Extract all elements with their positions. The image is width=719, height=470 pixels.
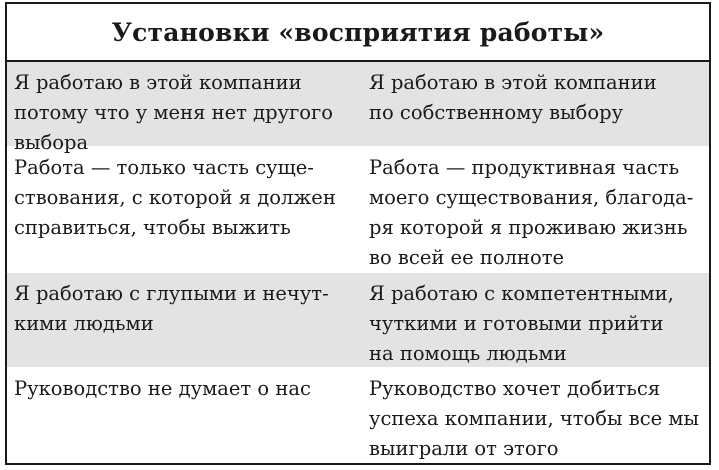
left-cell [7, 62, 359, 154]
cell-line: успеха компании, чтобы все мы [369, 407, 700, 430]
attitudes-table [5, 2, 711, 465]
right-cell [359, 368, 709, 463]
cell-line: Я работаю с компетентными, [369, 282, 674, 305]
right-cell [359, 147, 709, 272]
cell-line: справиться, чтобы выжить [14, 216, 291, 239]
cell-line: ствования, с которой я должен [14, 186, 336, 209]
left-cell [7, 273, 359, 367]
right-cell [359, 273, 709, 367]
cell-line: выбора [14, 131, 89, 154]
cell-line: Руководство хочет добиться [369, 377, 661, 400]
cell-line: ря которой я проживаю жизнь [369, 216, 688, 239]
cell-line: Работа — продуктивная часть [369, 156, 680, 179]
cell-line: во всей ее полноте [369, 246, 565, 269]
table-row [7, 273, 709, 368]
cell-line: на помощь людьми [369, 342, 567, 365]
right-cell [359, 62, 709, 146]
cell-line: Я работаю в этой компании [14, 71, 302, 94]
cell-line: моего существования, благода- [369, 186, 694, 209]
cell-line: Я работаю в этой компании [369, 71, 657, 94]
table-row [7, 147, 709, 273]
left-cell [7, 147, 359, 272]
cell-line: чуткими и готовыми прийти [369, 312, 664, 335]
table-row [7, 368, 709, 463]
table-row [7, 62, 709, 154]
cell-line: выиграли от этого [369, 437, 559, 460]
cell-line: по собственному выбору [369, 101, 624, 124]
cell-line: Руководство не думает о нас [14, 377, 311, 400]
table-title: Установки «восприятия работы» [7, 4, 709, 62]
left-cell [7, 368, 359, 463]
cell-line: кими людьми [14, 312, 154, 335]
cell-line: Работа — только часть суще- [14, 156, 314, 179]
cell-line: потому что у меня нет другого [14, 101, 333, 124]
cell-line: Я работаю с глупыми и нечут- [14, 282, 329, 305]
